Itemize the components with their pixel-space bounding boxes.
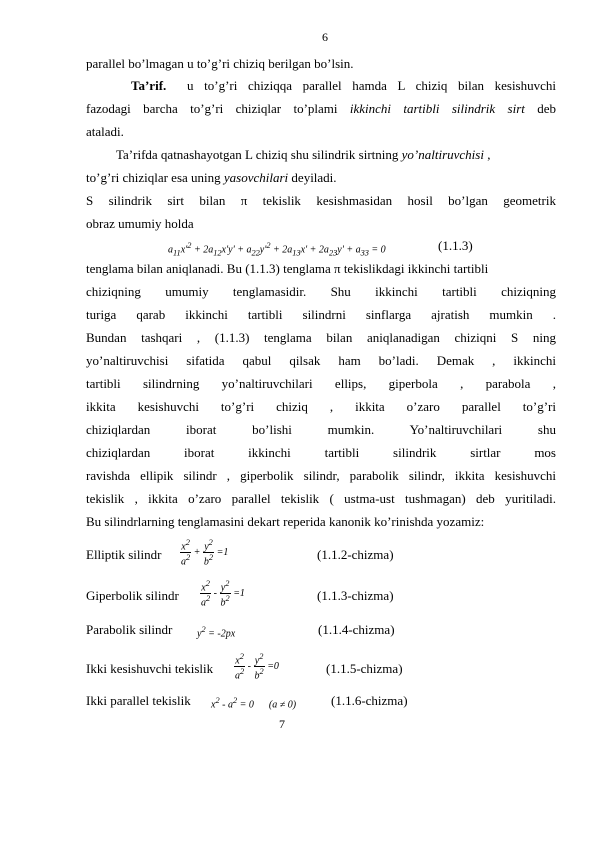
text-line-2: u to’g’ri chiziqqa parallel hamda L chiziq bilan kesishuvchi: [187, 78, 556, 93]
eq-label-parallel: (1.1.6-chizma): [331, 693, 408, 708]
text-line-6: [86, 166, 556, 189]
text-line-16: chiziqlardan iborat bo’lishi mumkin. Yo’naltiruvchilari shu: [86, 422, 556, 437]
text-line-5-post: ,: [487, 147, 491, 162]
text-line-19: tekislik , ikkita o’zaro parallel tekislik ( ustma-ust tushmagan) deb yuritiladi.: [86, 491, 556, 506]
eq-name-elliptik: Elliptik silindr: [86, 547, 162, 562]
text-line-5: [116, 143, 490, 166]
term-silindrik-sirt: ikkinchi tartibli silindrik sirt: [349, 101, 525, 116]
text-line-18: ravishda ellipik silindr , giperbolik silindr, parabolik silindr, ikkita kesishuvchi: [86, 468, 556, 483]
text-line-7: S silindrik sirt bilan π tekislik kesishmasidan hosil bo’lgan geometrik: [86, 193, 556, 208]
eq-name-giperbolik: Giperbolik silindr: [86, 588, 179, 603]
equation-giperbolik: $\frac{x^2}{a^2}$ - $\frac{y^2}{b^2}$ =1: [201, 579, 245, 609]
text-line-5-pre: Ta’rifda qatnashayotgan L chiziq shu silindrik sirtning: [116, 147, 399, 162]
equation-kesishuvchi: $\frac{x^2}{a^2}$ - $\frac{y^2}{b^2}$ =0: [235, 652, 279, 682]
text-line-3-post: deb: [537, 101, 556, 116]
text-line-3: [86, 97, 556, 120]
text-line-13: yo’naltiruvchisi sifatida qabul qilsak ham bo’ladi. Demak , ikkinchi: [86, 353, 556, 368]
equation-parallel: $x^2 - a^2 = 0$ (a ≠ 0): [211, 696, 297, 711]
text-line-9: tenglama bilan aniqlanadi. Bu (1.1.3) tenglama π tekislikdagi ikkinchi tartibli: [86, 261, 489, 276]
text-line-4: ataladi.: [86, 124, 124, 139]
text-line-12: Bundan tashqari , (1.1.3) tenglama bilan aniqlanadigan chiziqni S ning: [86, 330, 556, 345]
text-line-6-pre: to’g’ri chiziqlar esa uning: [86, 170, 221, 185]
text-line-10: chiziqning umumiy tenglamasidir. Shu ikkinchi tartibli chiziqning: [86, 284, 556, 299]
eq-name-parallel: Ikki parallel tekislik: [86, 693, 191, 708]
text-line-20: Bu silindrlarning tenglamasini dekart reperida kanonik ko’rinishda yozamiz:: [86, 514, 485, 529]
text-line-14: tartibli silindrning yo’naltiruvchilari ellips, giperbola , parabola ,: [86, 376, 556, 391]
term-yonaltiruvchisi: yo’naltiruvchisi: [401, 147, 484, 162]
term-yasovchilari: yasovchilari: [223, 170, 289, 185]
equation-elliptik: $\frac{x^2}{a^2}$ + $\frac{y^2}{b^2}$ =1: [181, 538, 229, 568]
eq-name-parabolik: Parabolik silindr: [86, 622, 173, 637]
eq-label-giperbolik: (1.1.3-chizma): [317, 588, 394, 603]
footer-page-number: 7: [279, 717, 285, 731]
eq-label-parabolik: (1.1.4-chizma): [318, 622, 395, 637]
eq-label-elliptik: (1.1.2-chizma): [317, 547, 394, 562]
equation-label-113: (1.1.3): [438, 238, 473, 253]
text-line-6-post: deyiladi.: [291, 170, 337, 185]
eq-name-kesishuvchi: Ikki kesishuvchi tekislik: [86, 661, 214, 676]
equation-parabolik: $y^2 = -2px$: [197, 625, 236, 640]
header-page-number: 6: [322, 30, 328, 44]
text-line-11: turiga qarab ikkinchi tartibli silindrni sinflarga ajratish mumkin .: [86, 307, 556, 322]
eq-label-kesishuvchi: (1.1.5-chizma): [326, 661, 403, 676]
definition-label: Ta’rif.: [131, 78, 167, 93]
text-line-1: parallel bo’lmagan u to’g’ri chiziq berilgan bo’lsin.: [86, 56, 354, 71]
general-equation: $a_{11}x'^2 + 2a_{12}x'y' + a_{22}y'^2 + 2a_{13}x' + 2a_{23}y' + a_{33} = 0$: [168, 241, 386, 258]
text-line-8: obraz umumiy holda: [86, 216, 194, 231]
text-line-3-pre: fazodagi barcha to’g’ri chiziqlar to’plami: [86, 101, 338, 116]
text-line-15: ikkita kesishuvchi to’g’ri chiziq , ikkita o’zaro parallel to’g’ri: [86, 399, 556, 414]
text-line-17: chiziqlardan iborat ikkinchi tartibli silindrik sirtlar mos: [86, 445, 556, 460]
